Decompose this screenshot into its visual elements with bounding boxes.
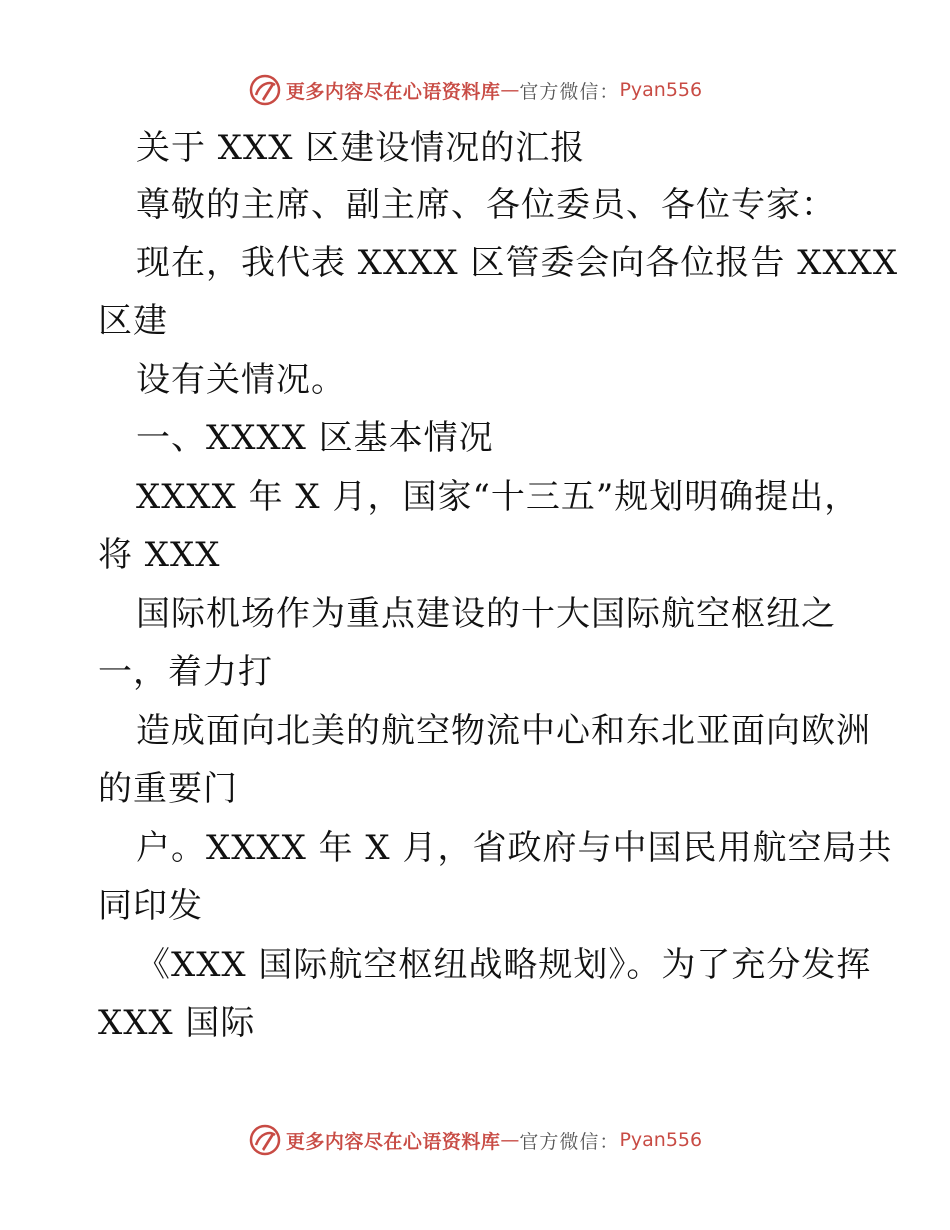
text-line: 的重要门 — [98, 769, 238, 809]
footer-banner — [0, 1120, 950, 1160]
footer-wechat-label: 官方微信： — [519, 1130, 620, 1153]
footer-brand: 更多内容尽在心语资料库 — [285, 1130, 501, 1153]
pen-swirl-logo-icon — [248, 1123, 282, 1157]
footer-separator: — — [500, 1129, 520, 1151]
text-line: 户。XXXX 年 X 月，省政府与中国民用航空局共 — [136, 828, 893, 868]
salutation: 尊敬的主席、副主席、各位委员、各位专家： — [136, 185, 836, 225]
section-heading: 一、XXXX 区基本情况 — [136, 418, 494, 458]
text-line: XXXX 年 X 月，国家“十三五”规划明确提出， — [136, 477, 860, 517]
text-line: XXX 国际 — [98, 1003, 256, 1043]
text-line: 区建 — [98, 301, 168, 341]
text-line: 国际机场作为重点建设的十大国际航空枢纽之 — [136, 594, 836, 634]
text-line: 同印发 — [98, 886, 203, 926]
header-wechat-id: Pyan556 — [619, 79, 703, 101]
footer-wechat-id: Pyan556 — [619, 1129, 703, 1151]
document-title: 关于 XXX 区建设情况的汇报 — [136, 128, 586, 168]
text-line: 一，着力打 — [98, 652, 273, 692]
header-separator: — — [500, 79, 520, 101]
text-line: 现在，我代表 XXXX 区管委会向各位报告 XXXX — [136, 243, 899, 283]
header-wechat-label: 官方微信： — [519, 80, 620, 103]
text-line: 《XXX 国际航空枢纽战略规划》。为了充分发挥 — [136, 945, 872, 985]
text-line: 造成面向北美的航空物流中心和东北亚面向欧洲 — [136, 711, 871, 751]
text-line: 将 XXX — [98, 535, 221, 575]
text-line: 设有关情况。 — [136, 360, 346, 400]
header-brand: 更多内容尽在心语资料库 — [285, 80, 501, 103]
